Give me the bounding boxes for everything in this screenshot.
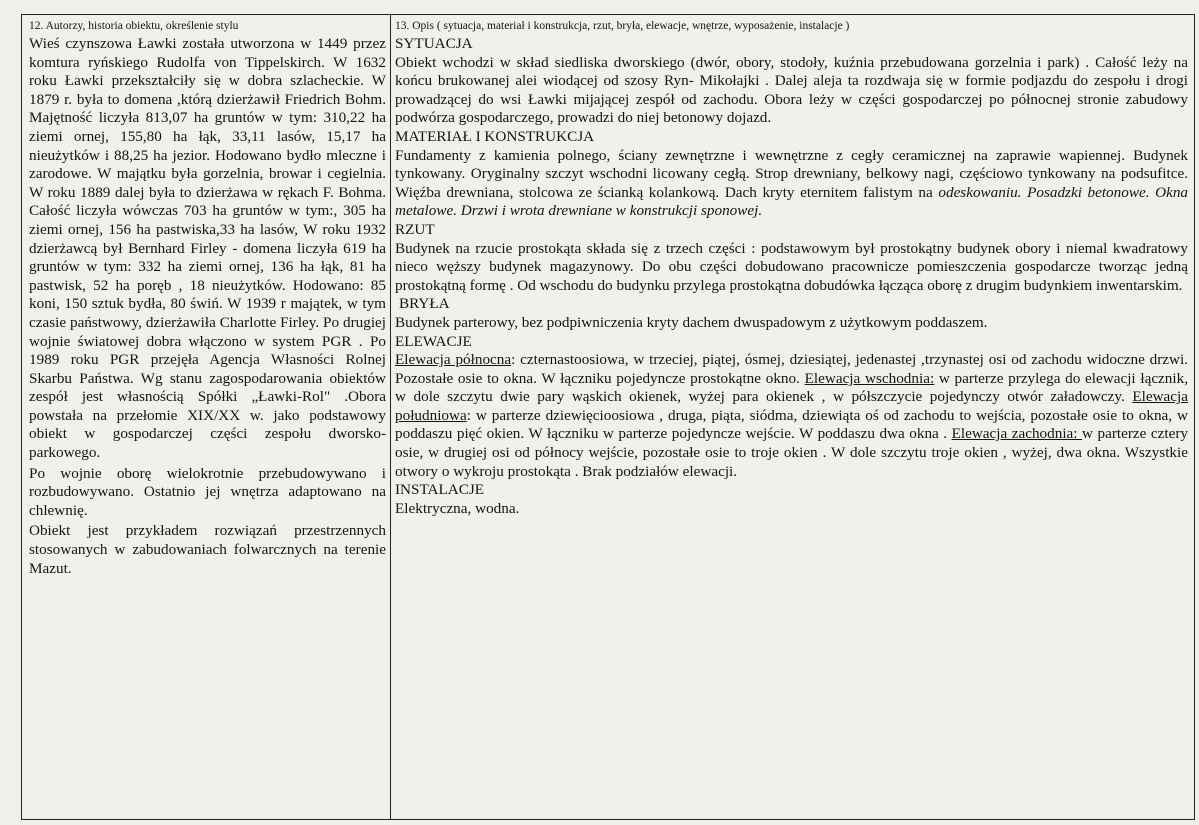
history-paragraph-3: Obiekt jest przykładem rozwiązań przestrzennych stosowanych w zabudowaniach folwarcznych na terenie Mazut.: [29, 522, 386, 577]
sytuacja-paragraph: Obiekt wchodzi w skład siedliska dworskiego (dwór, obory, stodoły, kuźnia przebudowana gorzelnia i park) . Całość leży na końcu brukowanej alei wiodącej od szosy Ryn- Mikołajki . Dalej aleja ta rozdwaja się w formie podjazdu do zespołu i drogi prowadzącej do wsi Ławki mijającej zespół od zachodu. Obora leży w części gospodarczej po północnej stronie zabudowy podwórza gospodarczego, prowadzi do niej betonowy dojazd.: [395, 53, 1188, 127]
rzut-heading: RZUT: [395, 220, 435, 238]
rzut-paragraph: Budynek na rzucie prostokąta składa się z trzech części : podstawowym był prostokątny budynek obory i niemal kwadratowy nieco węższy budynek magazynowy. Do obu części dobudowano pracownicze pomieszczenia gospodarcze tworząc jedną prostokątną formę . Od wschodu do budynku przylega prostokątna dobudówka łącząca oborę z drugim budynkiem inwentarskim.: [395, 239, 1188, 294]
history-paragraph-1: Wieś czynszowa Ławki została utworzona w 1449 przez komtura ryńskiego Rudolfa von Tippelskirch. W 1632 roku Ławki przekształciły się w dobra szlacheckie. W 1879 r. była to domena ,którą dzierżawił Friedrich Bohm. Majętność liczyła 813,07 ha gruntów w tym: 310,22 ha ziemi ornej, 155,80 ha łąk, 33,11 lasów, 15,17 ha nieużytków i 88,25 ha jezior. Hodowano bydło mleczne i zarodowe. W majątku była gorzelnia, browar i cegielnia. W roku 1889 dalej była to dzierżawa w rękach F. Bohma. Całość liczyła wówczas 703 ha gruntów w tym:, 305 ha ziemi ornej, 156 ha pastwiska,33 ha lasów, W roku 1932 dzierżawcą był Bernhard Firley - domena liczyła 619 ha gruntów w tym: 332 ha ziemi ornej, 136 ha łąk, 81 ha pastwisk, 52 ha poręb , 18 nieużytków. Hodowano: 85 koni, 150 sztuk bydła, 80 świń. W 1939 r majątek, w tym czasie państwowy, dzierżawiła Charlotte Firley. Po drugiej wojnie światowej dobra włączono w system PGR . Po 1989 roku PGR przejęła Agencja Własności Rolnej Skarbu Państwa. Wg stanu zagospodarowania obiektów zespół jest własnością Spółki „Ławki-Rol" .Obora powstała na przełomie XIX/XX w. jako podstawowy obiekt w gospodarczej części zespołu dworsko-parkowego.: [29, 35, 386, 462]
elewacja-zachodnia-label: Elewacja zachodnia:: [951, 425, 1083, 443]
elewacje-paragraph: [395, 351, 1188, 481]
instalacje-heading: INSTALACJE: [395, 481, 485, 499]
elewacja-poludniowa-text: : w parterze dziewięcioosiowa , druga, piąta, siódma, dziewiąta oś od zachodu to wejścia, pozostałe osie to okna, w poddaszu pięć okien. W łączniku w parterze pojedyncze wejście. W poddaszu dwa okna .: [395, 406, 1188, 443]
material-paragraph: [395, 147, 1188, 221]
description-text: [395, 35, 1188, 518]
bryla-heading: BRYŁA: [399, 295, 450, 313]
section-13-header: 13. Opis ( sytuacja, materiał i konstrukcja, rzut, bryła, elewacje, wnętrze, wyposażenie, instalacje ): [395, 20, 850, 32]
instalacje-paragraph: Elektryczna, wodna.: [395, 499, 520, 517]
elewacja-zachodnia-text: w parterze cztery osie, w drugiej osi od północy wejście, pozostałe osie to troje okien . W dole szczytu troje okien , wyżej, dwa okna. Wszystkie otwory o wykroju prostokąta . Brak podziałów elewacji.: [395, 425, 1188, 480]
elewacja-polnocna-text: : czternastoosiowa, w trzeciej, piątej, ósmej, dziesiątej, jedenastej ,trzynastej osi od zachodu widoczne drzwi. Pozostałe osie to okna. W łączniku pojedyncze prostokątne okno.: [395, 351, 1188, 387]
history-text: [29, 35, 386, 578]
material-heading: MATERIAŁ I KONSTRUKCJA: [395, 127, 595, 145]
left-column-history: [22, 15, 391, 819]
elewacje-heading: ELEWACJE: [395, 332, 472, 350]
elewacja-wschodnia-label: Elewacja wschodnia:: [804, 369, 935, 387]
material-text-part-2: odeskowaniu. Posadzki betonowe. Okna metalowe. Drzwi i wrota drewniane w konstrukcji sponowej.: [395, 183, 1189, 220]
right-column-description: [391, 15, 1194, 819]
history-paragraph-2: Po wojnie oborę wielokrotnie przebudowywano i rozbudowywano. Ostatnio jej wnętrza adaptowano na chlewnię.: [29, 464, 386, 519]
form-table: [21, 14, 1195, 820]
elewacja-wschodnia-text: w parterze przylega do elewacji łącznik, w dole szczytu dwie pary wąskich okienek, wyżej para okienek , w półszczycie pojedynczy otwór załadowczy.: [395, 369, 1189, 406]
section-12-header: 12. Autorzy, historia obiektu, określenie stylu: [29, 20, 239, 32]
sytuacja-heading: SYTUACJA: [395, 35, 473, 52]
material-text-part-1: Fundamenty z kamienia polnego, ściany zewnętrzne i wewnętrzne z cegły ceramicznej na zaprawie wapiennej. Budynek tynkowany. Oryginalny szczyt wschodni licowany cegłą. Strop drewniany, belkowy nagi, częściowo tynkowany na podsufitce. Więźba drewniana, stolcowa ze ścianką kolankową. Dach kryty eternitem falistym na: [395, 146, 1188, 201]
bryla-paragraph: Budynek parterowy, bez podpiwniczenia kryty dachem dwuspadowym z użytkowym poddaszem.: [395, 313, 988, 331]
elewacja-polnocna-label: Elewacja północna: [395, 351, 512, 369]
elewacja-poludniowa-label: Elewacja południowa: [395, 388, 1188, 424]
